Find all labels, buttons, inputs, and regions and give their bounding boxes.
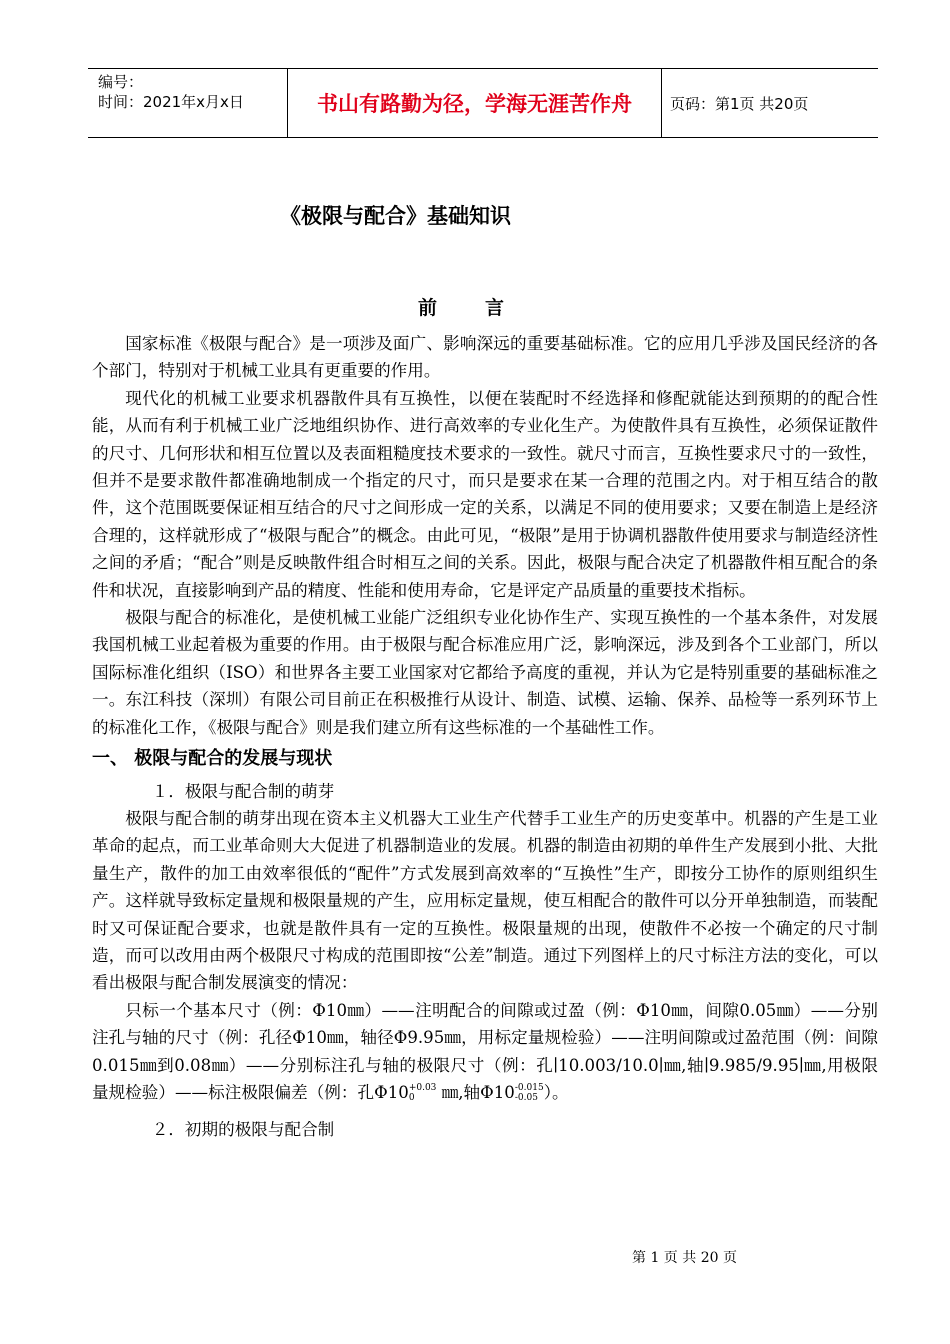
subsection-heading: １．极限与配合制的萌芽 (151, 781, 335, 801)
header-motto: 书山有路勤为径，学海无涯苦作舟 (288, 69, 662, 137)
paragraph-text: ㎜,轴Φ10 (441, 1082, 515, 1102)
paragraph-text: 只标一个基本尺寸（例：Φ10㎜）——注明配合的间隙或过盈（例：Φ10㎜，间隙0.05㎜）——分别注孔与轴的尺寸（例：孔径Φ10㎜，轴径Φ9.95㎜，用标定量规检验）——注明间隙或过盈范围（例：间隙0.015㎜到0.08㎜）——分别标注孔与轴的极限尺寸（例：孔∣10.003/10.0∣㎜,轴∣9.985/9.95∣㎜,用极限量规检验）——标注极限偏差（例：孔Φ10 (92, 1000, 878, 1102)
tolerance-lower: 0 (408, 1093, 415, 1104)
header-page-info: 页码：第1页 共20页 (670, 94, 809, 113)
shaft-tolerance (515, 1083, 544, 1103)
document-body (92, 330, 878, 1144)
preface-heading: 前言 (417, 297, 552, 319)
paragraph: 国家标准《极限与配合》是一项涉及面广、影响深远的重要基础标准。它的应用几乎涉及国民经济的各个部门，特别对于机械工业具有更重要的作用。 (92, 334, 878, 381)
header-meta (88, 69, 288, 137)
subsection-heading: ２．初期的极限与配合制 (151, 1120, 335, 1140)
document-title: 《极限与配合》基础知识 (280, 204, 511, 228)
page-footer: 第 1 页 共 20 页 (632, 1250, 737, 1266)
hole-tolerance (409, 1083, 437, 1103)
paragraph: 现代化的机械工业要求机器散件具有互换性，以便在装配时不经选择和修配就能达到预期的的配合性能，从而有利于机械工业广泛地组织协作、进行高效率的专业化生产。为使散件具有互换性，必须保证散件的尺寸、几何形状和相互位置以及表面粗糙度技术要求的一致性。就尺寸而言，互换性要求尺寸的一致性，但并不是要求散件都准确地制成一个指定的尺寸，而只是要求在某一合理的范围之内。对于相互结合的散件，这个范围既要保证相互结合的尺寸之间形成一定的关系，以满足不同的使用要求；又要在制造上是经济合理的，这样就形成了“极限与配合”的概念。由此可见，“极限”是用于协调机器散件使用要求与制造经济性之间的矛盾；“配合”则是反映散件组合时相互之间的关系。因此，极限与配合决定了机器散件相互配合的条件和状况，直接影响到产品的精度、性能和使用寿命，它是评定产品质量的重要技术指标。 (92, 388, 878, 600)
tolerance-upper: +0.03 (408, 1083, 437, 1094)
time-label: 时间：2021年x月x日 (98, 93, 244, 111)
tolerance-upper: -0.015 (514, 1083, 544, 1094)
header-table (88, 68, 878, 138)
paragraph-dimension-evolution (92, 997, 878, 1107)
paragraph-text: ）。 (543, 1082, 569, 1102)
number-label: 编号： (98, 73, 144, 91)
section-heading: 一、 极限与配合的发展与现状 (92, 748, 333, 770)
tolerance-lower: -0.05 (514, 1093, 538, 1104)
paragraph: 极限与配合的标准化，是使机械工业能广泛组织专业化协作生产、实现互换性的一个基本条件，对发展我国机械工业起着极为重要的作用。由于极限与配合标准应用广泛，影响深远，涉及到各个工业部门，所以国际标准化组织（ISO）和世界各主要工业国家对它都给予高度的重视，并认为它是特别重要的基础标准之一。东江科技（深圳）有限公司目前正在积极推行从设计、制造、试模、运输、保养、品检等一系列环节上的标准化工作，《极限与配合》则是我们建立所有这些标准的一个基础性工作。 (92, 608, 878, 737)
paragraph: 极限与配合制的萌芽出现在资本主义机器大工业生产代替手工业生产的历史变革中。机器的产生是工业革命的起点，而工业革命则大大促进了机器制造业的发展。机器的制造由初期的单件生产发展到小批、大批量生产，散件的加工由效率很低的“配件”方式发展到高效率的“互换性”生产，即按分工协作的原则组织生产。这样就导致标定量规和极限量规的产生，应用标定量规，使互相配合的散件可以分开单独制造，而装配时又可保证配合要求，也就是散件具有一定的互换性。极限量规的出现，使散件不必按一个确定的尺寸制造，而可以改用由两个极限尺寸构成的范围即按“公差”制造。通过下列图样上的尺寸标注方法的变化，可以看出极限与配合制发展演变的情况： (92, 808, 878, 993)
